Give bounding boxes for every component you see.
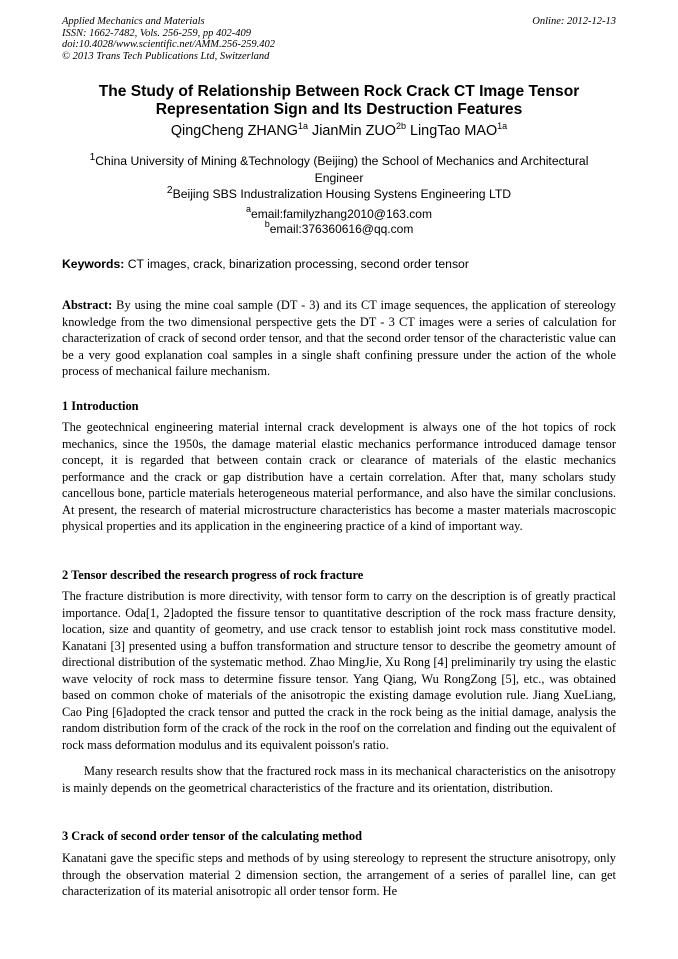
author-name: JianMin ZUO — [312, 123, 396, 139]
affiliation-1-line-2: Engineer — [314, 170, 364, 185]
section-1-paragraph: The geotechnical engineering material internal crack development is always one of the hot topics of rock mechanics, since the 1950s, the damage material elastic mechanics performance introduced damage tensor concept, it is regarded that between contain crack or clearance of materials of the elastic mechanics performance and the crack or gap distribution have a certain correlation. After that, many scholars study cancellous bone, particle materials heterogeneous material performance, and also have the similar conclusions. At present, the research of material microstructure characteristics has become a master materials macroscopic physical properties and its application in the engineering practice of a kind of important way. — [62, 420, 616, 533]
section-1-heading: 1 Introduction — [62, 399, 139, 413]
email-superscript: a — [246, 204, 252, 214]
email-block — [62, 204, 616, 236]
author-list — [62, 122, 616, 140]
keywords-label: Keywords: — [62, 257, 125, 271]
keywords — [62, 257, 616, 272]
paper-title — [62, 83, 616, 119]
title-line-2: Representation Sign and Its Destruction Features — [155, 101, 523, 118]
affiliation-superscript: 1 — [89, 152, 96, 163]
section-2-paragraph-2: Many research results show that the fractured rock mass in its mechanical characteristics on the anisotropy is mainly depends on the geometrical characteristics of the fracture and its orientation, distribution. — [62, 764, 616, 795]
affiliation-1-line-1: China University of Mining &Technology (Beijing) the School of Mechanics and Architectural — [95, 154, 589, 169]
author-superscript: 1a — [497, 121, 508, 131]
keywords-text: CT images, crack, binarization processing, second order tensor — [124, 257, 469, 271]
doi-line: doi:10.4028/www.scientific.net/AMM.256-259.402 — [62, 39, 275, 51]
author-name: QingCheng ZHANG — [170, 123, 298, 139]
affiliation-1 — [62, 150, 616, 186]
section-3-paragraph: Kanatani gave the specific steps and methods of by using stereology to represent the structure anisotropy, only through the observation material 2 dimension section, the arrangement of a series of parallel line, can get characterization of its material anisotropic all order tensor form. He — [62, 851, 616, 898]
email-b: email:376360616@qq.com — [269, 221, 414, 236]
affiliation-2-text: Beijing SBS Industralization Housing Systens Engineering LTD — [172, 187, 512, 202]
email-a: email:familyzhang2010@163.com — [251, 207, 432, 221]
journal-name: Applied Mechanics and Materials — [62, 16, 205, 27]
abstract — [62, 297, 616, 380]
section-3-heading: 3 Crack of second order tensor of the calculating method — [62, 829, 362, 843]
author-name: LingTao MAO — [409, 123, 498, 139]
abstract-label: Abstract: — [62, 298, 113, 312]
author-superscript: 2b — [395, 121, 406, 131]
section-2-heading: 2 Tensor described the research progress of rock fracture — [62, 568, 364, 582]
affiliation-superscript: 2 — [166, 185, 173, 196]
journal-header — [62, 16, 616, 62]
issn-line: ISSN: 1662-7482, Vols. 256-259, pp 402-409 — [62, 27, 251, 39]
online-date: Online: 2012-12-13 — [532, 16, 616, 27]
section-2-paragraph-1: The fracture distribution is more directivity, with tensor form to carry on the description is of greatly practical importance. Oda[1, 2]adopted the fissure tensor to quantitative description of the rock mass fracture density, location, size and quantity of geometry, and use crack tensor to establish joint rock mass constitutive model. Kanatani [3] presented using a buffon transformation and structure tensor to describe the geometry amount of directional distribution of the systematic method. Zhao MingJie, Xu Rong [4] preliminarily try using the elastic wave velocity of rock mass to determine fissure tensor. Yang Qiang, Wu RongZong [5], etc., was obtained based on common choke of materials of the anisotropic the existing damage evolution rule. Jiang XueLiang, Cao Ping [6]adopted the crack tensor and putted the crack in the rock being as the initial damage, analysis the random distribution form of the crack of the rock in the roof on the correlation and finding out the equivalent of rock mass deformation modulus and its equivalent poisson's ratio. — [62, 589, 616, 752]
copyright-line: © 2013 Trans Tech Publications Ltd, Switzerland — [62, 50, 270, 62]
title-line-1: The Study of Relationship Between Rock Crack CT Image Tensor — [98, 83, 580, 100]
author-superscript: 1a — [297, 121, 308, 131]
affiliation-2 — [62, 183, 616, 202]
email-superscript: b — [264, 218, 270, 229]
abstract-text: By using the mine coal sample (DT - 3) and its CT image sequences, the application of stereology knowledge from the two dimensional perspective gets the DT - 3 CT images were a series of calculation for characterization of crack of second order tensor, and that the second order tensor of the characteristic value can be a very good explanation coal samples in a single shaft confining pressure under the action of the whole process of mechanical failure mechanism. — [62, 298, 616, 378]
